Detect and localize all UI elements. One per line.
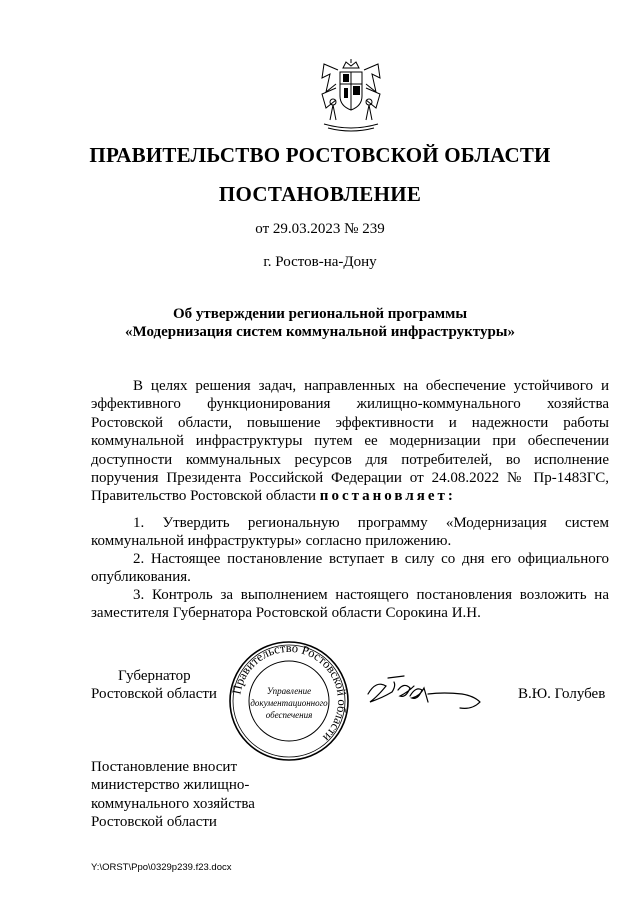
introduced-by-line-1: Постановление вносит — [91, 759, 238, 775]
stamp-outer-text: Правительство Ростовской области — [229, 640, 350, 745]
introduced-by-line-3: коммунального хозяйства — [91, 795, 255, 812]
subject-line-2: «Модернизация систем коммунальной инфраструктуры» — [124, 324, 515, 340]
coat-of-arms-icon — [316, 58, 386, 134]
introduced-by-line-4: Ростовской области — [91, 814, 217, 831]
official-stamp — [228, 640, 350, 762]
preamble-paragraph — [91, 377, 609, 506]
stamp-inner-line-1: Управление — [266, 686, 312, 696]
stamp-inner-line-3: обеспечения — [265, 710, 313, 720]
signer-name: В.Ю. Голубев — [518, 686, 606, 702]
signer-region: Ростовской области — [91, 686, 217, 702]
handwritten-signature — [364, 672, 496, 718]
stamp-inner-line-2: документационного — [250, 698, 328, 708]
resolution-item-3: 3. Контроль за выполнением настоящего постановления возложить на заместителя Губернатора Ростовской области Сорокина И.Н. — [91, 587, 609, 622]
preamble-text: В целях решения задач, направленных на обеспечение устойчивого и эффективного функционирования жилищно-коммунального хозяйства Ростовской области, повышение эффективности и надежности работы коммунальной инфраструктуры путем ее модернизации при обеспечении доступности коммунальных ресурсов для потребителей, во исполнение поручения Президента Российской Федерации от 24.08.2022 № Пр-1483ГС, Правительство Ростовской области — [91, 378, 609, 505]
file-path: Y:\ORST\Ppo\0329p239.f23.docx — [91, 862, 232, 873]
decree-word: постановляет: — [319, 488, 456, 505]
resolution-item-1: 1. Утвердить региональную программу «Модернизация систем коммунальной инфраструктуры» согласно приложению. — [91, 515, 609, 550]
date-and-number: от 29.03.2023 № 239 — [255, 221, 385, 237]
document-type: ПОСТАНОВЛЕНИЕ — [218, 182, 422, 206]
signer-role: Губернатор — [118, 668, 191, 684]
introduced-by-block — [91, 758, 255, 832]
subject-line-1: Об утверждении региональной программы — [172, 306, 468, 322]
introduced-by-line-2: министерство жилищно- — [91, 777, 250, 794]
city: г. Ростов-на-Дону — [263, 254, 377, 270]
government-title: ПРАВИТЕЛЬСТВО РОСТОВСКОЙ ОБЛАСТИ — [89, 143, 551, 167]
resolution-item-2: 2. Настоящее постановление вступает в силу со дня его официального опубликования. — [91, 551, 609, 586]
